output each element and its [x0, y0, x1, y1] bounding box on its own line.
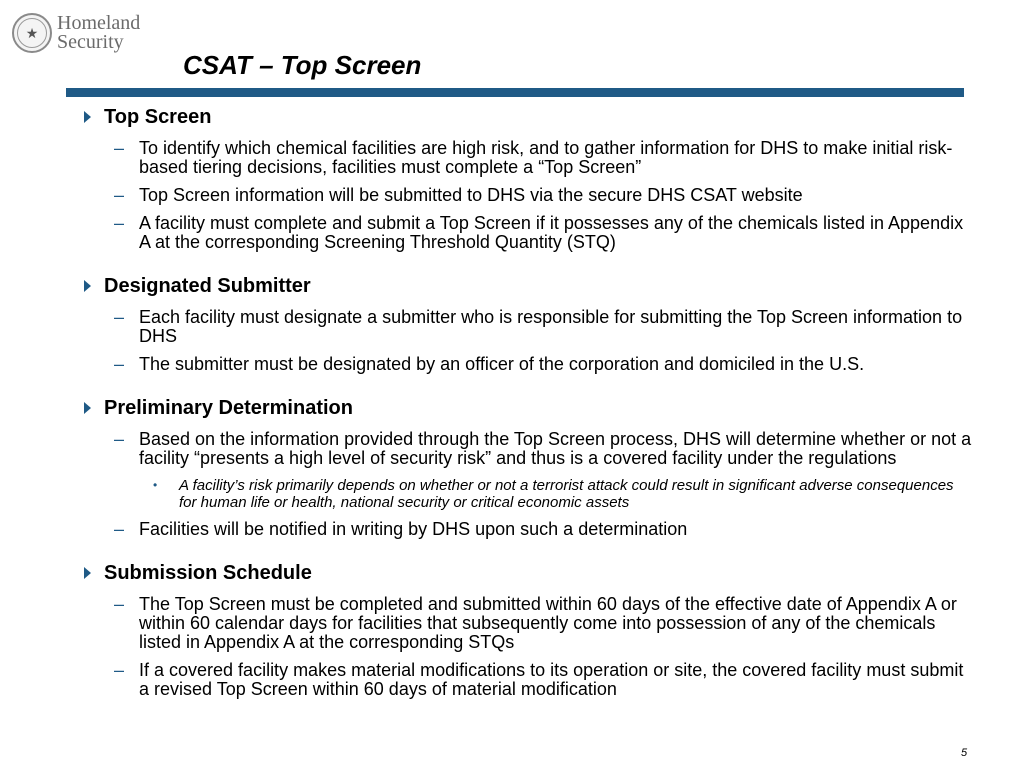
- list-item: [82, 214, 972, 252]
- slide-content: [82, 104, 972, 720]
- dash-bullet-icon: –: [114, 594, 125, 614]
- dash-bullet-icon: –: [114, 307, 125, 327]
- list-item: [82, 430, 972, 468]
- section-top-screen: [82, 104, 972, 252]
- list-item: [82, 520, 972, 539]
- list-item: [82, 186, 972, 205]
- list-item: [82, 661, 972, 699]
- section-submission-schedule: [82, 560, 972, 699]
- eagle-icon: ★: [17, 18, 47, 48]
- logo-line-1: Homeland: [57, 12, 141, 34]
- heading-text: Preliminary Determination: [104, 396, 353, 419]
- dot-bullet-icon: •: [153, 478, 158, 492]
- section-heading: [82, 104, 972, 130]
- sub-item-text: A facility’s risk primarily depends on whether or not a terrorist attack could result in significant adverse consequences for human life or health, national security or critical economic assets: [179, 477, 954, 511]
- dash-bullet-icon: –: [114, 138, 125, 158]
- triangle-bullet-icon: [84, 280, 91, 292]
- dash-bullet-icon: –: [114, 429, 125, 449]
- item-text: Based on the information provided through the Top Screen process, DHS will determine whether or not a facility “presents a high level of security risk” and thus is a covered facility under the regulations: [139, 429, 972, 468]
- heading-text: Designated Submitter: [104, 274, 311, 297]
- triangle-bullet-icon: [84, 111, 91, 123]
- item-text: The submitter must be designated by an officer of the corporation and domiciled in the U.S.: [139, 354, 865, 374]
- list-item: [82, 308, 972, 346]
- section-preliminary-determination: [82, 395, 972, 539]
- logo-text: [57, 14, 140, 52]
- dash-bullet-icon: –: [114, 213, 125, 233]
- list-item: [82, 355, 972, 374]
- dash-bullet-icon: –: [114, 519, 125, 539]
- heading-text: Top Screen: [104, 105, 212, 128]
- title-divider: [66, 88, 964, 97]
- dash-bullet-icon: –: [114, 354, 125, 374]
- logo-line-2: Security: [57, 31, 124, 53]
- item-text: The Top Screen must be completed and submitted within 60 days of the effective date of Appendix A or within 60 calendar days for facilities that subsequently come into possession of any of the chemicals listed in Appendix A at the corresponding STQs: [139, 594, 957, 652]
- dash-bullet-icon: –: [114, 185, 125, 205]
- dhs-logo: [12, 13, 140, 53]
- item-text: Each facility must designate a submitter who is responsible for submitting the Top Screen information to DHS: [139, 307, 963, 346]
- sub-list-item: [82, 477, 972, 511]
- triangle-bullet-icon: [84, 402, 91, 414]
- item-text: A facility must complete and submit a Top Screen if it possesses any of the chemicals listed in Appendix A at the corresponding Screening Threshold Quantity (STQ): [139, 213, 964, 252]
- section-designated-submitter: [82, 273, 972, 374]
- item-text: If a covered facility makes material modifications to its operation or site, the covered facility must submit a revised Top Screen within 60 days of material modification: [139, 660, 964, 699]
- triangle-bullet-icon: [84, 567, 91, 579]
- heading-text: Submission Schedule: [104, 561, 312, 584]
- item-text: Facilities will be notified in writing by DHS upon such a determination: [139, 519, 688, 539]
- section-heading: [82, 560, 972, 586]
- dash-bullet-icon: –: [114, 660, 125, 680]
- list-item: [82, 595, 972, 652]
- section-heading: [82, 273, 972, 299]
- item-text: Top Screen information will be submitted to DHS via the secure DHS CSAT website: [139, 185, 803, 205]
- page-number: 5: [961, 747, 968, 759]
- list-item: [82, 139, 972, 177]
- dhs-seal-icon: [12, 13, 52, 53]
- item-text: To identify which chemical facilities are high risk, and to gather information for DHS to make initial risk-based tiering decisions, facilities must complete a “Top Screen”: [139, 138, 953, 177]
- slide-title: CSAT – Top Screen: [183, 50, 422, 80]
- section-heading: [82, 395, 972, 421]
